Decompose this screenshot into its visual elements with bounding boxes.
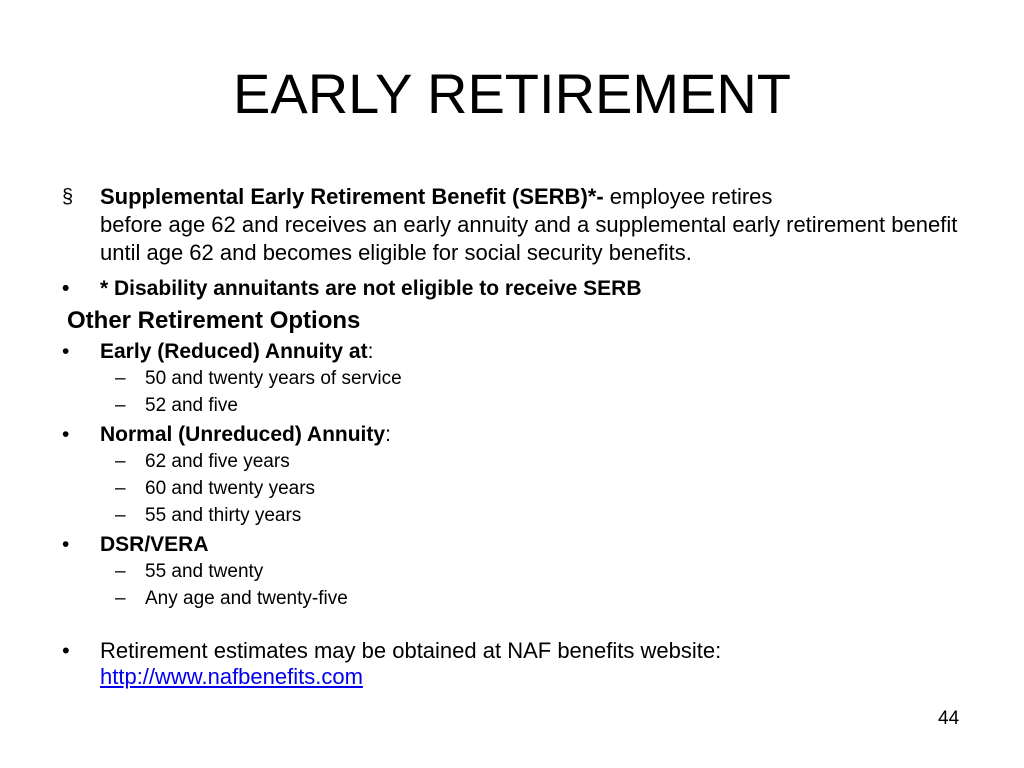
spacer bbox=[58, 612, 958, 632]
sub-list-text: 55 and thirty years bbox=[145, 505, 302, 526]
bullet-icon: • bbox=[62, 423, 70, 446]
disability-note: * Disability annuitants are not eligible to receive SERB bbox=[100, 277, 642, 300]
serb-description: before age 62 and receives an early annuity and a supplemental early retirement benefit until age 62 and becomes eligible for social security benefits. bbox=[100, 212, 958, 265]
sub-list-item bbox=[58, 502, 958, 529]
sub-list-text: 62 and five years bbox=[145, 451, 290, 472]
sub-list-item bbox=[58, 558, 958, 585]
sub-list-text: 52 and five bbox=[145, 395, 238, 416]
serb-first-line: employee retires bbox=[603, 184, 773, 209]
sub-list-text: 55 and twenty bbox=[145, 561, 264, 582]
early-annuity-colon: : bbox=[367, 340, 374, 363]
sub-list-text: Any age and twenty-five bbox=[145, 588, 348, 609]
sub-list-item bbox=[58, 392, 958, 419]
bullet-icon: • bbox=[62, 277, 70, 300]
sub-list-item bbox=[58, 448, 958, 475]
dash-bullet-icon: – bbox=[115, 561, 126, 582]
estimates-text: Retirement estimates may be obtained at NAF benefits website: bbox=[100, 638, 722, 663]
slide-title: EARLY RETIREMENT bbox=[232, 62, 792, 125]
dsr-vera-label: DSR/VERA bbox=[100, 533, 209, 556]
normal-annuity-item bbox=[58, 421, 958, 448]
square-bullet-icon: § bbox=[62, 186, 74, 208]
bullet-icon: • bbox=[62, 638, 70, 663]
dash-bullet-icon: – bbox=[115, 478, 126, 499]
dash-bullet-icon: – bbox=[115, 505, 126, 526]
other-options-heading: Other Retirement Options bbox=[67, 307, 361, 334]
dsr-vera-item bbox=[58, 531, 958, 558]
sub-list-text: 60 and twenty years bbox=[145, 478, 316, 499]
early-annuity-item bbox=[58, 338, 958, 365]
sub-list-text: 50 and twenty years of service bbox=[145, 368, 402, 389]
sub-list-item bbox=[58, 365, 958, 392]
dash-bullet-icon: – bbox=[115, 368, 126, 389]
slide-number: 44 bbox=[938, 708, 960, 729]
normal-annuity-label: Normal (Unreduced) Annuity bbox=[100, 423, 386, 446]
normal-annuity-colon: : bbox=[385, 423, 391, 446]
slide-content bbox=[58, 183, 958, 690]
dash-bullet-icon: – bbox=[115, 588, 126, 609]
sub-list-item bbox=[58, 475, 958, 502]
sub-list-item bbox=[58, 585, 958, 612]
dash-bullet-icon: – bbox=[115, 395, 126, 416]
dash-bullet-icon: – bbox=[115, 451, 126, 472]
bullet-icon: • bbox=[62, 340, 70, 363]
serb-bullet-item bbox=[58, 183, 958, 267]
disability-note-item bbox=[58, 275, 958, 302]
early-annuity-label: Early (Reduced) Annuity at bbox=[100, 340, 368, 363]
nafbenefits-link[interactable]: http://www.nafbenefits.com bbox=[100, 664, 363, 689]
serb-term: Supplemental Early Retirement Benefit (SERB)*- bbox=[100, 184, 604, 209]
estimates-item bbox=[58, 638, 958, 690]
bullet-icon: • bbox=[62, 533, 70, 556]
